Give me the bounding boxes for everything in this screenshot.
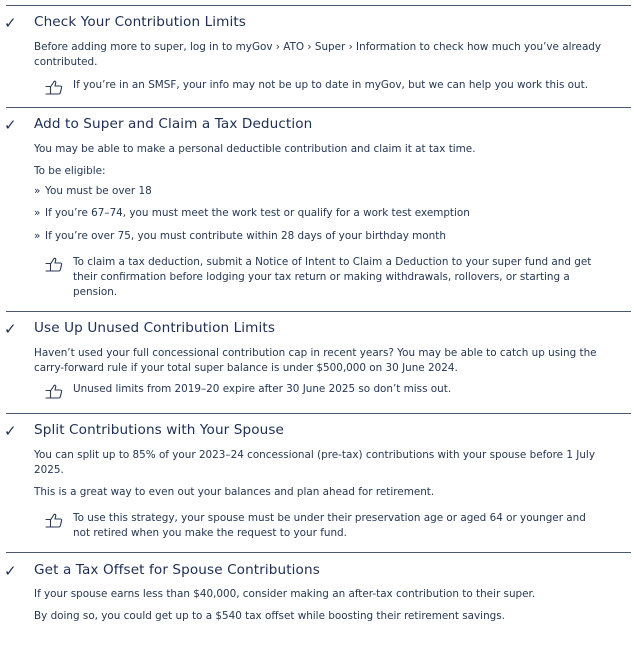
section-paragraph: You can split up to 85% of your 2023–24 concessional (pre-tax) contributions with your spouse before 1 July 2025.: [34, 449, 595, 476]
section-title: Add to Super and Claim a Tax Deduction: [34, 116, 313, 132]
note-text: To use this strategy, your spouse must be under their preservation age or aged 64 or younger and not retired when you make the request to your fund.: [73, 512, 586, 539]
section-paragraph: This is a great way to even out your balances and plan ahead for retirement.: [34, 486, 435, 498]
checkmark-icon: ✓: [4, 562, 17, 580]
checkmark-icon: ✓: [4, 116, 17, 134]
list-item-text: You must be over 18: [45, 185, 152, 197]
section-paragraph: To be eligible:: [34, 165, 106, 177]
section-title: Use Up Unused Contribution Limits: [34, 320, 275, 336]
section-divider: [6, 5, 631, 6]
section-paragraph: You may be able to make a personal deductible contribution and claim it at tax time.: [34, 143, 476, 155]
section-divider: [6, 413, 631, 414]
note-text: To claim a tax deduction, submit a Notice of Intent to Claim a Deduction to your super fund and get their confirmation before lodging your tax return or making withdrawals, rollovers, or starting a pension.: [73, 256, 592, 298]
checkmark-icon: ✓: [4, 320, 17, 338]
checkmark-icon: ✓: [4, 14, 17, 32]
list-item: [34, 184, 614, 199]
hand-pointer-icon: [44, 510, 64, 530]
bullet-marker: »: [34, 185, 41, 197]
checkmark-icon: ✓: [4, 422, 17, 440]
bullet-marker: »: [34, 207, 41, 219]
note-text: If you’re in an SMSF, your info may not be up to date in myGov, but we can help you work this out.: [73, 79, 589, 91]
section-title: Get a Tax Offset for Spouse Contributions: [34, 562, 320, 578]
section-paragraph: Before adding more to super, log in to myGov › ATO › Super › Information to check how much you’ve already contributed.: [34, 41, 602, 68]
list-item-text: If you’re over 75, you must contribute within 28 days of your birthday month: [45, 230, 446, 242]
section-divider: [6, 107, 631, 108]
bullet-marker: »: [34, 230, 41, 242]
section-divider: [6, 311, 631, 312]
section-title: Check Your Contribution Limits: [34, 14, 246, 30]
hand-pointer-icon: [44, 381, 64, 401]
section-divider: [6, 552, 631, 553]
section-title: Split Contributions with Your Spouse: [34, 422, 285, 438]
hand-pointer-icon: [44, 77, 64, 97]
list-item: [34, 229, 614, 244]
note-text: Unused limits from 2019–20 expire after 30 June 2025 so don’t miss out.: [73, 383, 452, 395]
list-item: [34, 206, 614, 221]
section-paragraph: Haven’t used your full concessional contribution cap in recent years? You may be able to catch up using the carry-forward rule if your total super balance is under $500,000 on 30 June 2024.: [34, 347, 597, 374]
hand-pointer-icon: [44, 254, 64, 274]
section-paragraph: If your spouse earns less than $40,000, consider making an after-tax contribution to their super.: [34, 588, 536, 600]
section-paragraph: By doing so, you could get up to a $540 tax offset while boosting their retirement savings.: [34, 610, 505, 622]
list-item-text: If you’re 67–74, you must meet the work test or qualify for a work test exemption: [45, 207, 470, 219]
